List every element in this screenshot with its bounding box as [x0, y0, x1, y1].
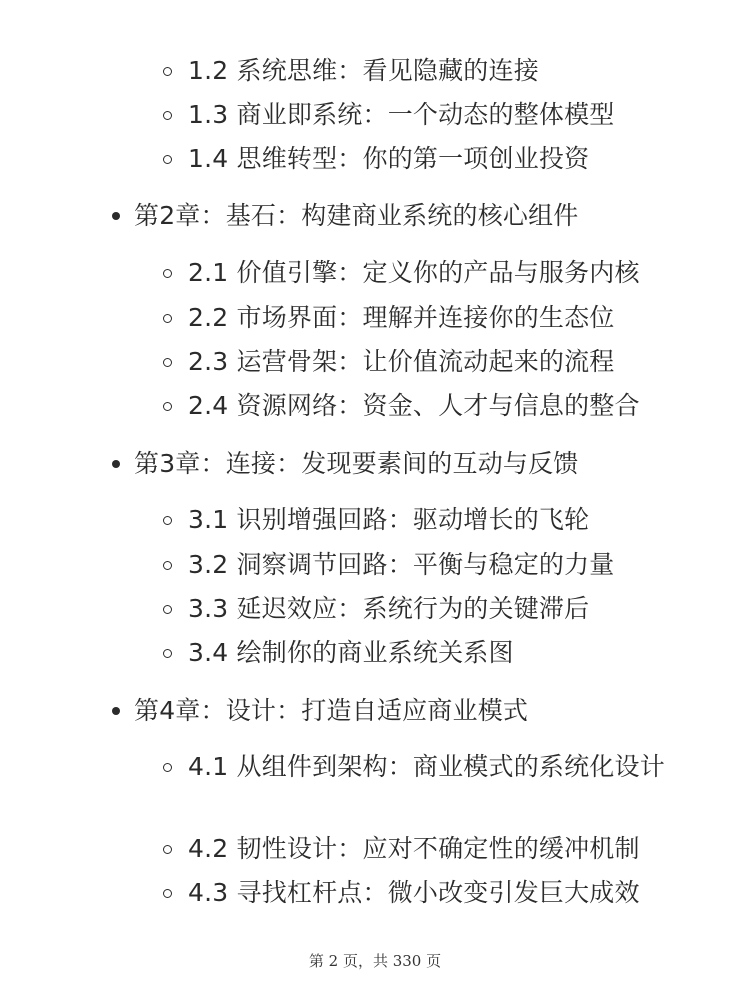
toc-subsection-2-1: 2.1 价值引擎：定义你的产品与服务内核 [188, 258, 640, 287]
sub-bullet-circle [163, 269, 172, 278]
sub-bullet-circle [163, 889, 172, 898]
toc-subsection-2-4: 2.4 资源网络：资金、人才与信息的整合 [188, 391, 640, 420]
toc-subsection-4-3: 4.3 寻找杠杆点：微小改变引发巨大成效 [188, 878, 640, 907]
chapter-bullet [112, 460, 120, 468]
toc-subsection-3-4: 3.4 绘制你的商业系统关系图 [188, 638, 514, 667]
sub-bullet-circle [163, 763, 172, 772]
toc-subsection-4-2: 4.2 韧性设计：应对不确定性的缓冲机制 [188, 834, 640, 863]
toc-subsection-3-2: 3.2 洞察调节回路：平衡与稳定的力量 [188, 550, 615, 579]
chapter-bullet [112, 212, 120, 220]
page-number-footer: 第 2 页，共 330 页 [308, 952, 442, 970]
sub-bullet-circle [163, 561, 172, 570]
toc-subsection-3-3: 3.3 延迟效应：系统行为的关键滞后 [188, 594, 590, 623]
sub-bullet-circle [163, 605, 172, 614]
toc-chapter-4: 第4章：设计：打造自适应商业模式 [134, 696, 529, 725]
toc-subsection-2-3: 2.3 运营骨架：让价值流动起来的流程 [188, 347, 615, 376]
toc-chapter-3: 第3章：连接：发现要素间的互动与反馈 [134, 449, 579, 478]
sub-bullet-circle [163, 155, 172, 164]
sub-bullet-circle [163, 314, 172, 323]
toc-subsection-2-2: 2.2 市场界面：理解并连接你的生态位 [188, 303, 615, 332]
sub-bullet-circle [163, 845, 172, 854]
toc-subsection-4-1: 4.1 从组件到架构：商业模式的系统化设计 [188, 752, 665, 781]
toc-chapter-2: 第2章：基石：构建商业系统的核心组件 [134, 201, 579, 230]
toc-subsection-1-4: 1.4 思维转型：你的第一项创业投资 [188, 144, 590, 173]
sub-bullet-circle [163, 67, 172, 76]
toc-subsection-1-2: 1.2 系统思维：看见隐藏的连接 [188, 56, 539, 85]
chapter-bullet [112, 707, 120, 715]
toc-subsection-3-1: 3.1 识别增强回路：驱动增长的飞轮 [188, 505, 590, 534]
sub-bullet-circle [163, 358, 172, 367]
sub-bullet-circle [163, 516, 172, 525]
sub-bullet-circle [163, 649, 172, 658]
sub-bullet-circle [163, 111, 172, 120]
sub-bullet-circle [163, 402, 172, 411]
toc-subsection-1-3: 1.3 商业即系统：一个动态的整体模型 [188, 100, 615, 129]
